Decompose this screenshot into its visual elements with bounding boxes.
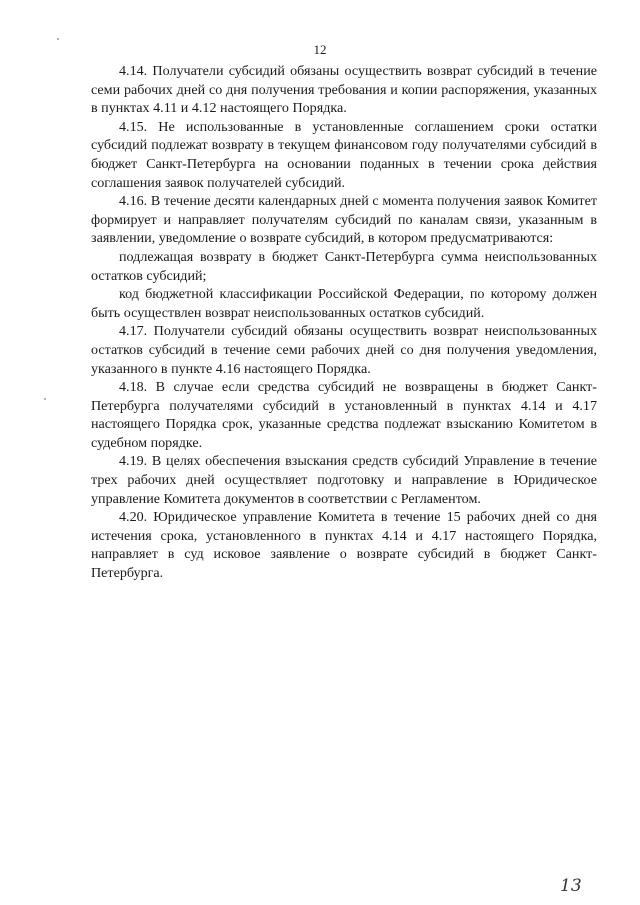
paragraph-4-16: 4.16. В течение десяти календарных дней с момента получения заявок Комитет формирует и направляет получателям субсидий по каналам связи, указанным в заявлении, уведомление о возврате субсидий, в котором предусматриваются:: [91, 193, 597, 247]
paragraph-4-19: 4.19. В целях обеспечения взыскания средств субсидий Управление в течение трех рабочих дней осуществляет подготовку и направление в Юридическое управление Комитета документов в соответствии с Регламентом.: [91, 453, 597, 507]
paragraph-4-16-item-sum: подлежащая возврату в бюджет Санкт-Петербурга сумма неиспользованных остатков субсидий;: [91, 248, 597, 284]
page-number: 12: [313, 42, 327, 57]
paragraph-4-16-item-code: код бюджетной классификации Российской Федерации, по которому должен быть осуществлен возврат неиспользованных остатков субсидий.: [91, 286, 597, 321]
handwritten-page-mark: 13: [560, 876, 582, 896]
paragraph-4-17: 4.17. Получатели субсидий обязаны осуществить возврат неиспользованных остатков субсидий в течение семи рабочих дней со дня получения уведомления, указанного в пункте 4.16 настоящего Порядка.: [91, 323, 597, 377]
paragraph-4-14: 4.14. Получатели субсидий обязаны осуществить возврат субсидий в течение семи рабочих дней со дня получения требования и копии распоряжения, указанных в пунктах 4.11 и 4.12 настоящего Порядка.: [91, 63, 597, 117]
paragraph-4-18: 4.18. В случае если средства субсидий не возвращены в бюджет Санкт-Петербурга получателями субсидий в установленный в пунктах 4.14 и 4.17 настоящего Порядка срок, указанные средства подлежат взысканию Комитетом в судебном порядке.: [91, 379, 597, 451]
scan-speck: [44, 398, 46, 400]
scan-speck: [57, 38, 59, 40]
paragraph-4-15: 4.15. Не использованные в установленные соглашением сроки остатки субсидий подлежат возврату в текущем финансовом году получателями субсидий в бюджет Санкт-Петербурга на основании поданных в течении срока действия соглашения заявок получателей субсидий.: [91, 118, 597, 191]
document-body: [91, 62, 597, 583]
paragraph-4-20: 4.20. Юридическое управление Комитета в течение 15 рабочих дней со дня истечения срока, установленного в пунктах 4.14 и 4.17 настоящего Порядка, направляет в суд исковое заявление о возврате субсидий в бюджет Санкт-Петербурга.: [91, 509, 597, 582]
